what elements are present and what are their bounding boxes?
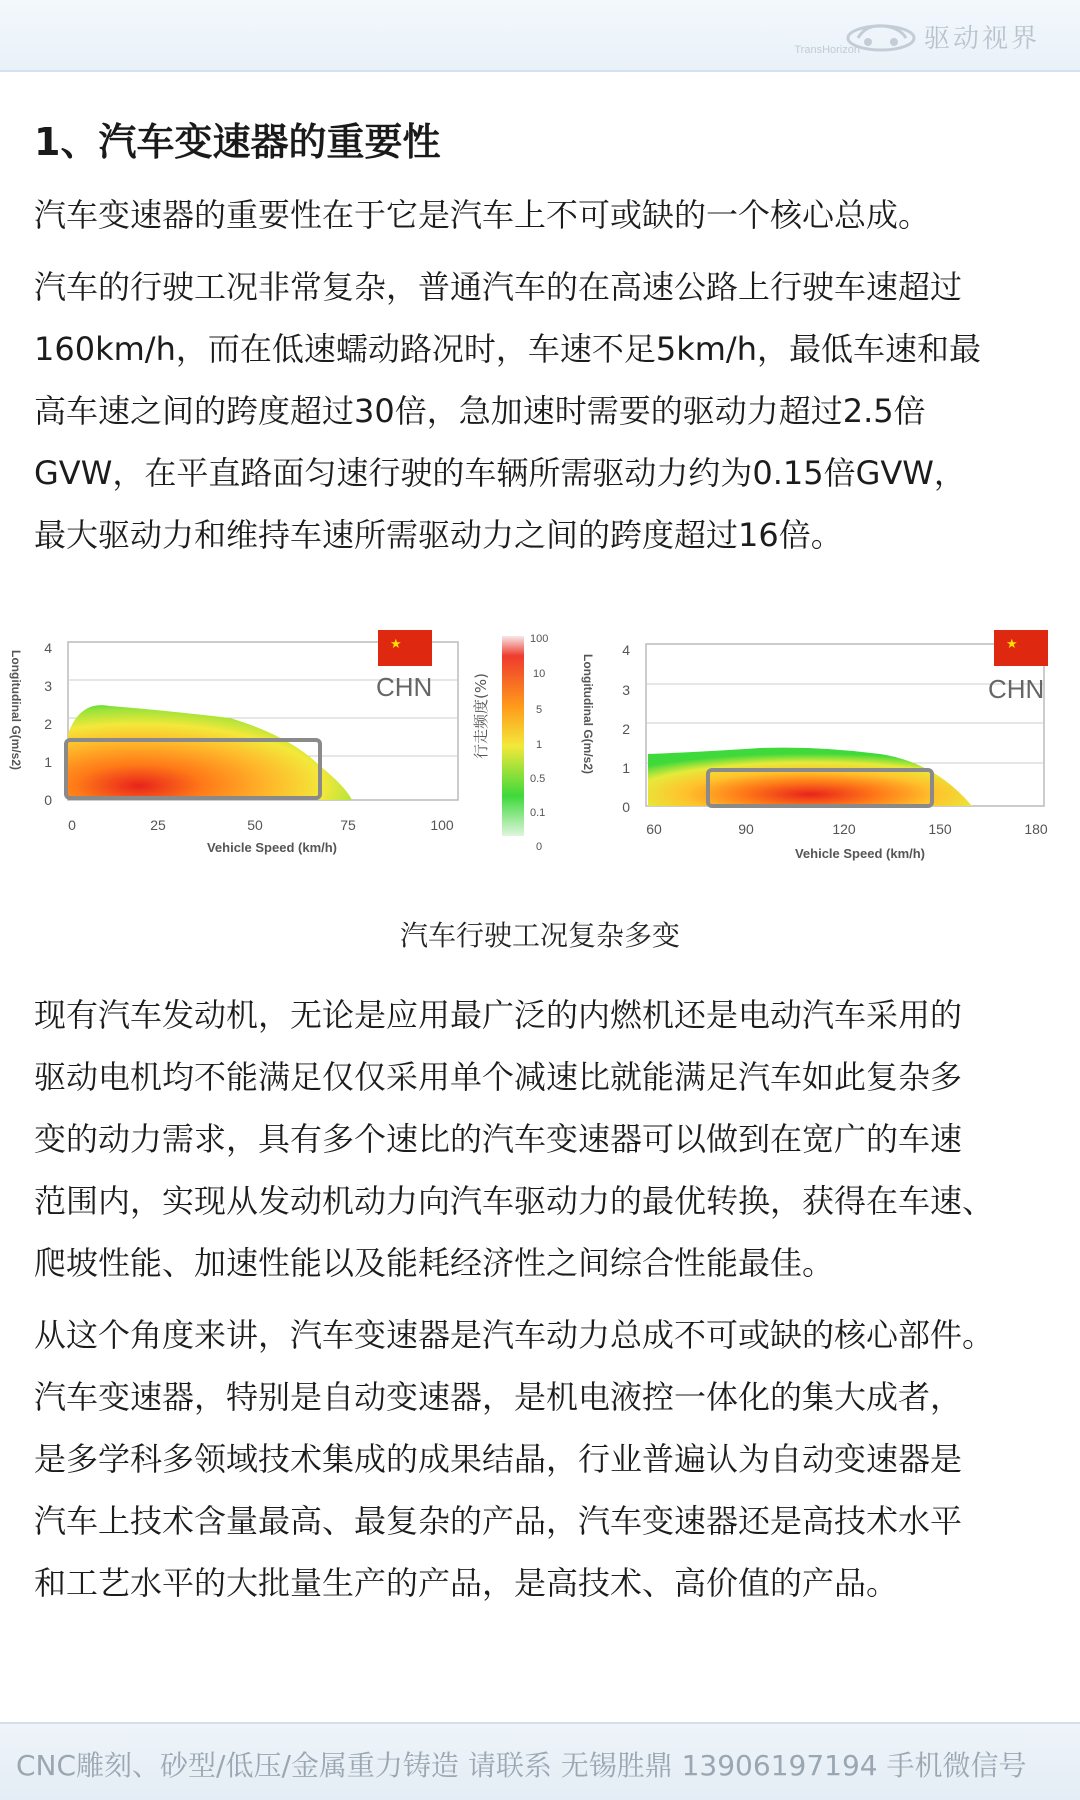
left-xtick: 0 [68,817,76,833]
colorbar [472,633,548,853]
left-xtick: 25 [150,817,166,833]
paragraph-3 [34,984,1054,1294]
svg-text:★: ★ [1006,637,1018,652]
right-ytick: 4 [622,642,630,658]
china-flag-icon [994,630,1048,666]
paragraph-line: 是多学科多领域技术集成的成果结晶，行业普遍认为自动变速器是 [34,1440,963,1478]
figure-caption: 汽车行驶工况复杂多变 [399,919,680,952]
paragraph-2 [34,256,1046,566]
brand-logo [844,14,1040,58]
paragraph-line: 从这个角度来讲，汽车变速器是汽车动力总成不可或缺的核心部件。 [34,1316,995,1354]
right-ytick: 0 [622,799,630,815]
article-top [34,108,1046,566]
right-country-label: CHN [988,674,1045,704]
colorbar-tick: 1 [536,739,543,751]
right-xtick: 150 [928,821,952,837]
paragraph-4 [34,1304,1054,1614]
left-ytick: 2 [44,716,52,732]
paragraph-line: 160km/h，而在低速蠕动路况时，车速不足5km/h，最低车速和最 [34,330,981,368]
right-ytick: 1 [622,760,630,776]
left-country-label: CHN [376,672,433,702]
left-xlabel: Vehicle Speed (km/h) [206,840,338,855]
left-xtick: 75 [340,817,356,833]
paragraph-line: 爬坡性能、加速性能以及能耗经济性之间综合性能最佳。 [34,1244,835,1282]
paragraph-line: 高车速之间的跨度超过30倍，急加速时需要的驱动力超过2.5倍 [34,392,926,430]
page-footer [0,1722,1080,1800]
right-xtick: 180 [1024,821,1048,837]
paragraph-line: 汽车变速器，特别是自动变速器，是机电液控一体化的集大成者， [34,1378,963,1416]
article-bottom [34,984,1054,1614]
paragraph-line: 现有汽车发动机，无论是应用最广泛的内燃机还是电动汽车采用的 [34,996,963,1034]
footer-contact-text: CNC雕刻、砂型/低压/金属重力铸造 请联系 无锡胜鼎 13906197194 手机微信号 [16,1749,1027,1782]
logo-text: 驱动视界 [923,23,1040,54]
paragraph-line: 范围内，实现从发动机动力向汽车驱动力的最优转换，获得在车速、 [34,1182,995,1220]
left-ytick: 1 [44,754,52,770]
left-xtick: 100 [430,817,454,833]
paragraph-line: 汽车的行驶工况非常复杂，普通汽车的在高速公路上行驶车速超过 [34,268,963,306]
left-xtick: 50 [247,817,263,833]
left-chart [9,630,458,855]
colorbar-label: 行走频度(%) [472,673,490,759]
colorbar-tick: 0.5 [530,773,546,785]
section-title: 1、汽车变速器的重要性 [34,120,441,164]
right-xtick: 60 [646,821,662,837]
paragraph-line: 和工艺水平的大批量生产的产品，是高技术、高价值的产品。 [34,1564,899,1602]
right-ylabel: Longitudinal G(m/s2) [581,654,595,774]
colorbar-tick: 10 [533,668,546,680]
paragraph-line: 驱动电机均不能满足仅仅采用单个减速比就能满足汽车如此复杂多 [34,1058,963,1096]
paragraph-line: 变的动力需求，具有多个速比的汽车变速器可以做到在宽广的车速 [34,1120,963,1158]
colorbar-tick: 0.1 [530,807,546,819]
right-xtick: 120 [832,821,856,837]
paragraph-1: 汽车变速器的重要性在于它是汽车上不可或缺的一个核心总成。 [34,196,931,234]
colorbar-tick: 100 [530,633,549,645]
driving-conditions-figure [0,618,1080,876]
left-ytick: 0 [44,792,52,808]
left-heat-region [68,705,352,800]
page-header [0,0,1080,72]
colorbar-tick: 5 [536,704,543,716]
left-ylabel: Longitudinal G(m/s2) [9,650,23,770]
left-ytick: 3 [44,678,52,694]
china-flag-icon [378,630,432,666]
left-ytick: 4 [44,640,52,656]
right-heat-region [648,748,972,806]
colorbar-tick: 0 [536,841,543,853]
figure-svg [0,618,1080,876]
right-xlabel: Vehicle Speed (km/h) [794,846,926,861]
paragraph-line: 汽车上技术含量最高、最复杂的产品，汽车变速器还是高技术水平 [34,1502,963,1540]
paragraph-line: 最大驱动力和维持车速所需驱动力之间的跨度超过16倍。 [34,516,843,554]
right-chart [581,630,1048,861]
logo-subtext: TransHorizon [794,44,860,56]
svg-text:★: ★ [390,637,402,652]
paragraph-line: GVW，在平直路面匀速行驶的车辆所需驱动力约为0.15倍GVW， [34,454,966,492]
right-ytick: 3 [622,682,630,698]
right-xtick: 90 [738,821,754,837]
right-ytick: 2 [622,721,630,737]
